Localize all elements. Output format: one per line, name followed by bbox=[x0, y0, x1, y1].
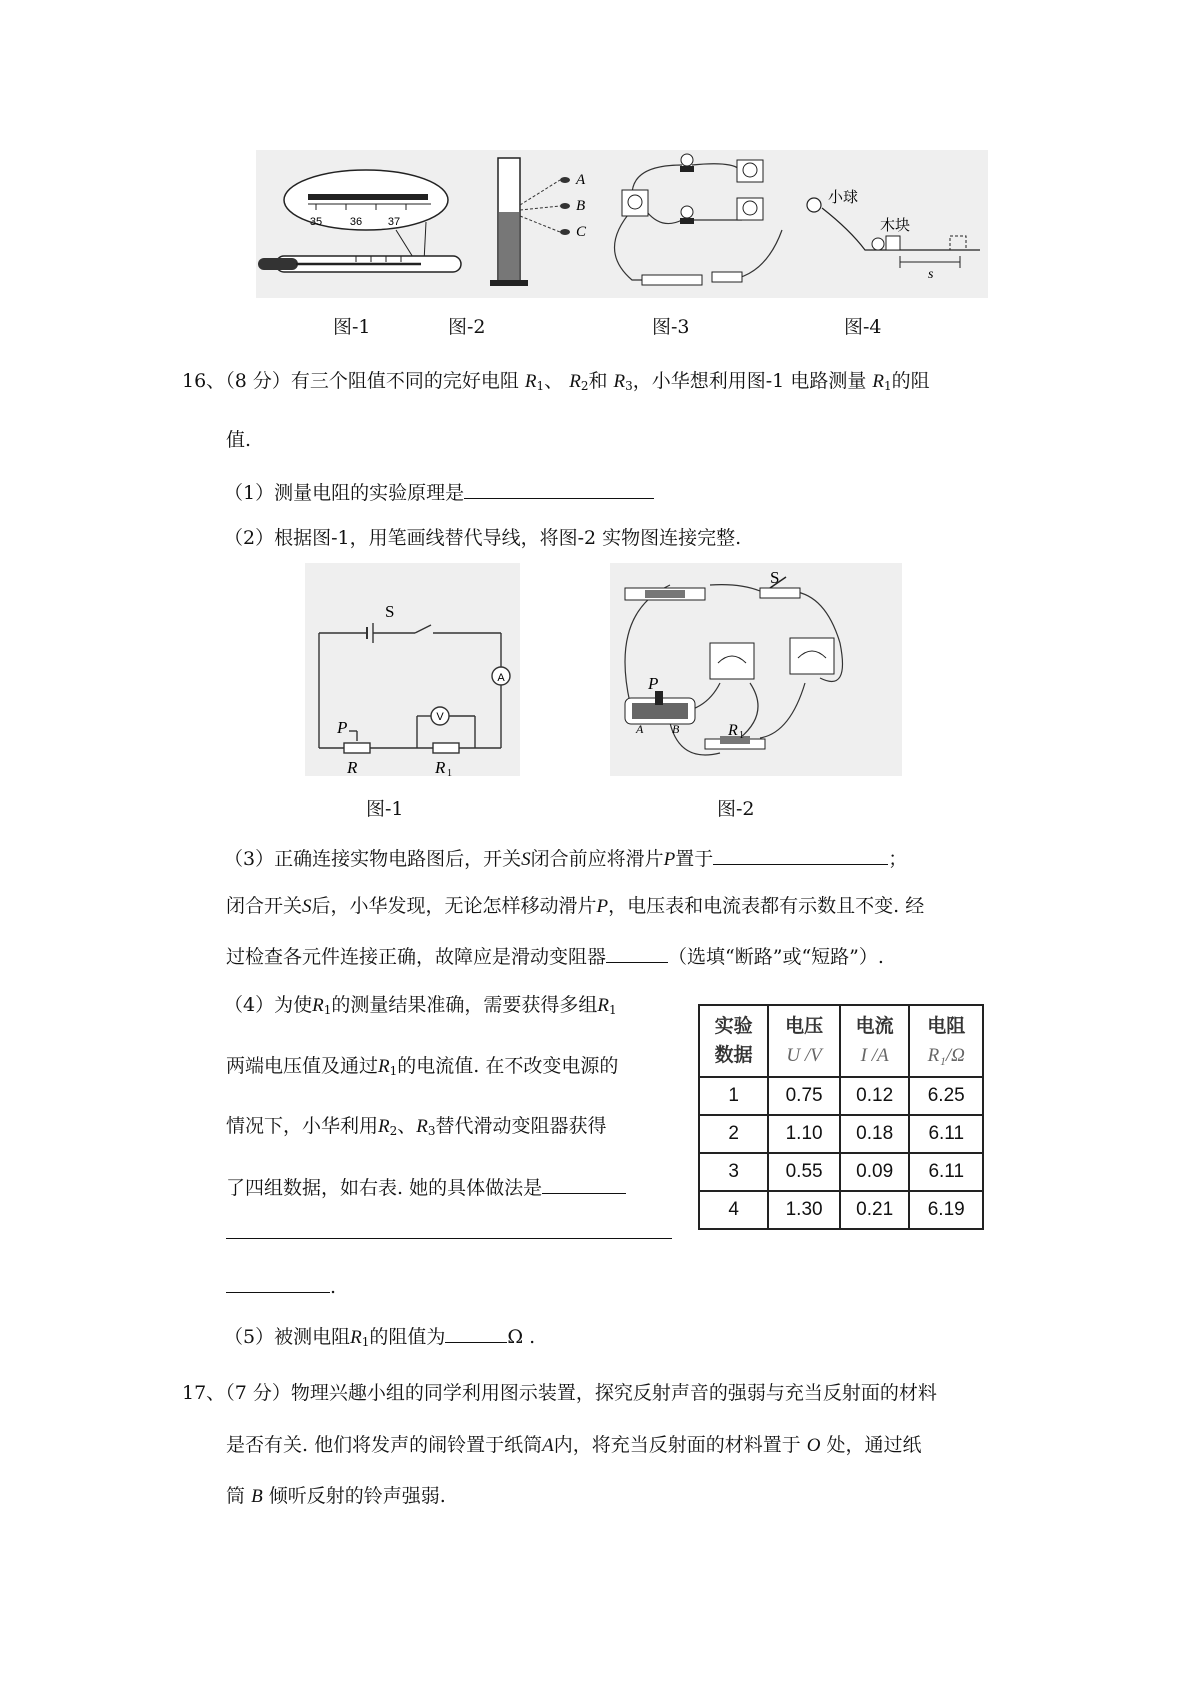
q16-part3-line3: 过检查各元件连接正确，故障应是滑动变阻器 （选填“断路”或“短路”）. bbox=[226, 942, 884, 970]
fig2-terminal-b: B bbox=[672, 722, 680, 736]
eye-a-label: A bbox=[576, 172, 586, 188]
fig1-voltmeter-label: V bbox=[436, 711, 444, 723]
table-row: 2 1.10 0.18 6.11 bbox=[699, 1115, 983, 1153]
data-table bbox=[698, 1004, 984, 1230]
header-current: 电流 I /A bbox=[840, 1005, 910, 1077]
q17-line2: 是否有关. 他们将发声的闹铃置于纸筒A内，将充当反射面的材料置于 O 处，通过纸 bbox=[226, 1434, 922, 1456]
q16-part4-line3: 情况下，小华利用$R_2$、$R_3$替代滑动变阻器获得 bbox=[226, 1115, 607, 1138]
scale-36: 36 bbox=[349, 216, 363, 228]
circuit-bulbs-figure bbox=[592, 150, 802, 298]
scale-37: 37 bbox=[387, 216, 401, 228]
cylinder-figure bbox=[470, 150, 610, 298]
top-caption-2: 图-2 bbox=[448, 316, 486, 338]
q16-part4-method-blank-2[interactable] bbox=[226, 1238, 672, 1239]
q16-part1: （1）测量电阻的实验原理是 bbox=[224, 478, 654, 506]
q16-part4-line6: . bbox=[226, 1272, 336, 1300]
q17-line3: 筒 B 倾听反射的铃声强弱. bbox=[226, 1485, 446, 1507]
fig2-slider-label: P bbox=[648, 674, 659, 693]
q16-part3-line2: 闭合开关S后，小华发现，无论怎样移动滑片P，电压表和电流表都有示数且不变. 经 bbox=[226, 895, 925, 917]
fig1-ammeter-label: A bbox=[497, 672, 505, 684]
table-row: 4 1.30 0.21 6.19 bbox=[699, 1191, 983, 1229]
fig1-switch-label: S bbox=[385, 602, 395, 621]
fig1-slider-label: P bbox=[337, 718, 348, 737]
table-header-row bbox=[699, 1005, 983, 1077]
eye-b-label: B bbox=[576, 198, 586, 214]
q16-part4-method-blank-1[interactable] bbox=[542, 1173, 626, 1194]
block-label: 木块 bbox=[880, 216, 911, 234]
q16-fig-caption-1: 图-1 bbox=[366, 798, 404, 820]
fig2-resistor-sub: 1 bbox=[739, 730, 744, 741]
q16-part2: （2）根据图-1，用笔画线替代导线，将图-2 实物图连接完整. bbox=[224, 527, 742, 549]
q16-part5-answer-blank[interactable] bbox=[445, 1322, 507, 1343]
q16-stem: 16、（8 分）有三个阻值不同的完好电阻 $R_1$、 $R_2$和 $R_3$，小华想利用图-1 电路测量 $R_1$的阻 bbox=[182, 370, 930, 393]
q16-part3: （3）正确连接实物电路图后，开关S闭合前应将滑片P置于 ； bbox=[224, 844, 907, 873]
q16-part3-slider-blank[interactable] bbox=[713, 844, 888, 865]
fig1-rheostat-label: R bbox=[347, 758, 358, 776]
top-caption-4: 图-4 bbox=[844, 316, 882, 338]
fig2-terminal-a: A bbox=[636, 722, 644, 736]
q16-fig-caption-2: 图-2 bbox=[717, 798, 755, 820]
top-caption-1: 图-1 bbox=[333, 316, 371, 338]
q16-part4-line2: 两端电压值及通过$R_1$的电流值. 在不改变电源的 bbox=[226, 1055, 619, 1078]
physical-circuit-fig2 bbox=[610, 563, 902, 776]
fig1-resistor-sub: 1 bbox=[447, 768, 452, 776]
fig1-resistor-label: R bbox=[435, 758, 446, 776]
q17-line1: 17、（7 分）物理兴趣小组的同学利用图示装置，探究反射声音的强弱与充当反射面的材料 bbox=[182, 1382, 937, 1404]
circuit-diagram-fig1 bbox=[305, 563, 520, 776]
q16-part5: （5）被测电阻$R_1$的阻值为 Ω . bbox=[224, 1322, 535, 1355]
q16-stem-line2: 值. bbox=[226, 429, 252, 451]
q16-part4-line1: （4）为使$R_1$的测量结果准确，需要获得多组$R_1$ bbox=[224, 994, 617, 1017]
ball-label: 小球 bbox=[828, 188, 859, 206]
scale-35: 35 bbox=[309, 216, 323, 228]
q16-part1-answer-blank[interactable] bbox=[464, 478, 654, 499]
fig2-switch-label: S bbox=[770, 568, 780, 587]
ball-block-figure bbox=[800, 150, 988, 298]
header-voltage: 电压 U /V bbox=[768, 1005, 840, 1077]
q16-part4-line4: 了四组数据，如右表. 她的具体做法是 bbox=[226, 1173, 626, 1201]
thermometer-figure bbox=[256, 150, 466, 298]
top-caption-3: 图-3 bbox=[652, 316, 690, 338]
q16-part4-method-blank-3[interactable] bbox=[226, 1272, 330, 1293]
distance-label: s bbox=[928, 267, 934, 282]
table-row: 3 0.55 0.09 6.11 bbox=[699, 1153, 983, 1191]
table-row: 1 0.75 0.12 6.25 bbox=[699, 1077, 983, 1115]
fig2-resistor-label: R bbox=[728, 722, 738, 739]
header-resistance: 电阻 R₁/Ω bbox=[909, 1005, 983, 1077]
eye-c-label: C bbox=[576, 224, 587, 240]
q16-part3-fault-blank[interactable] bbox=[606, 942, 668, 963]
header-trial: 实验 数据 bbox=[699, 1005, 768, 1077]
